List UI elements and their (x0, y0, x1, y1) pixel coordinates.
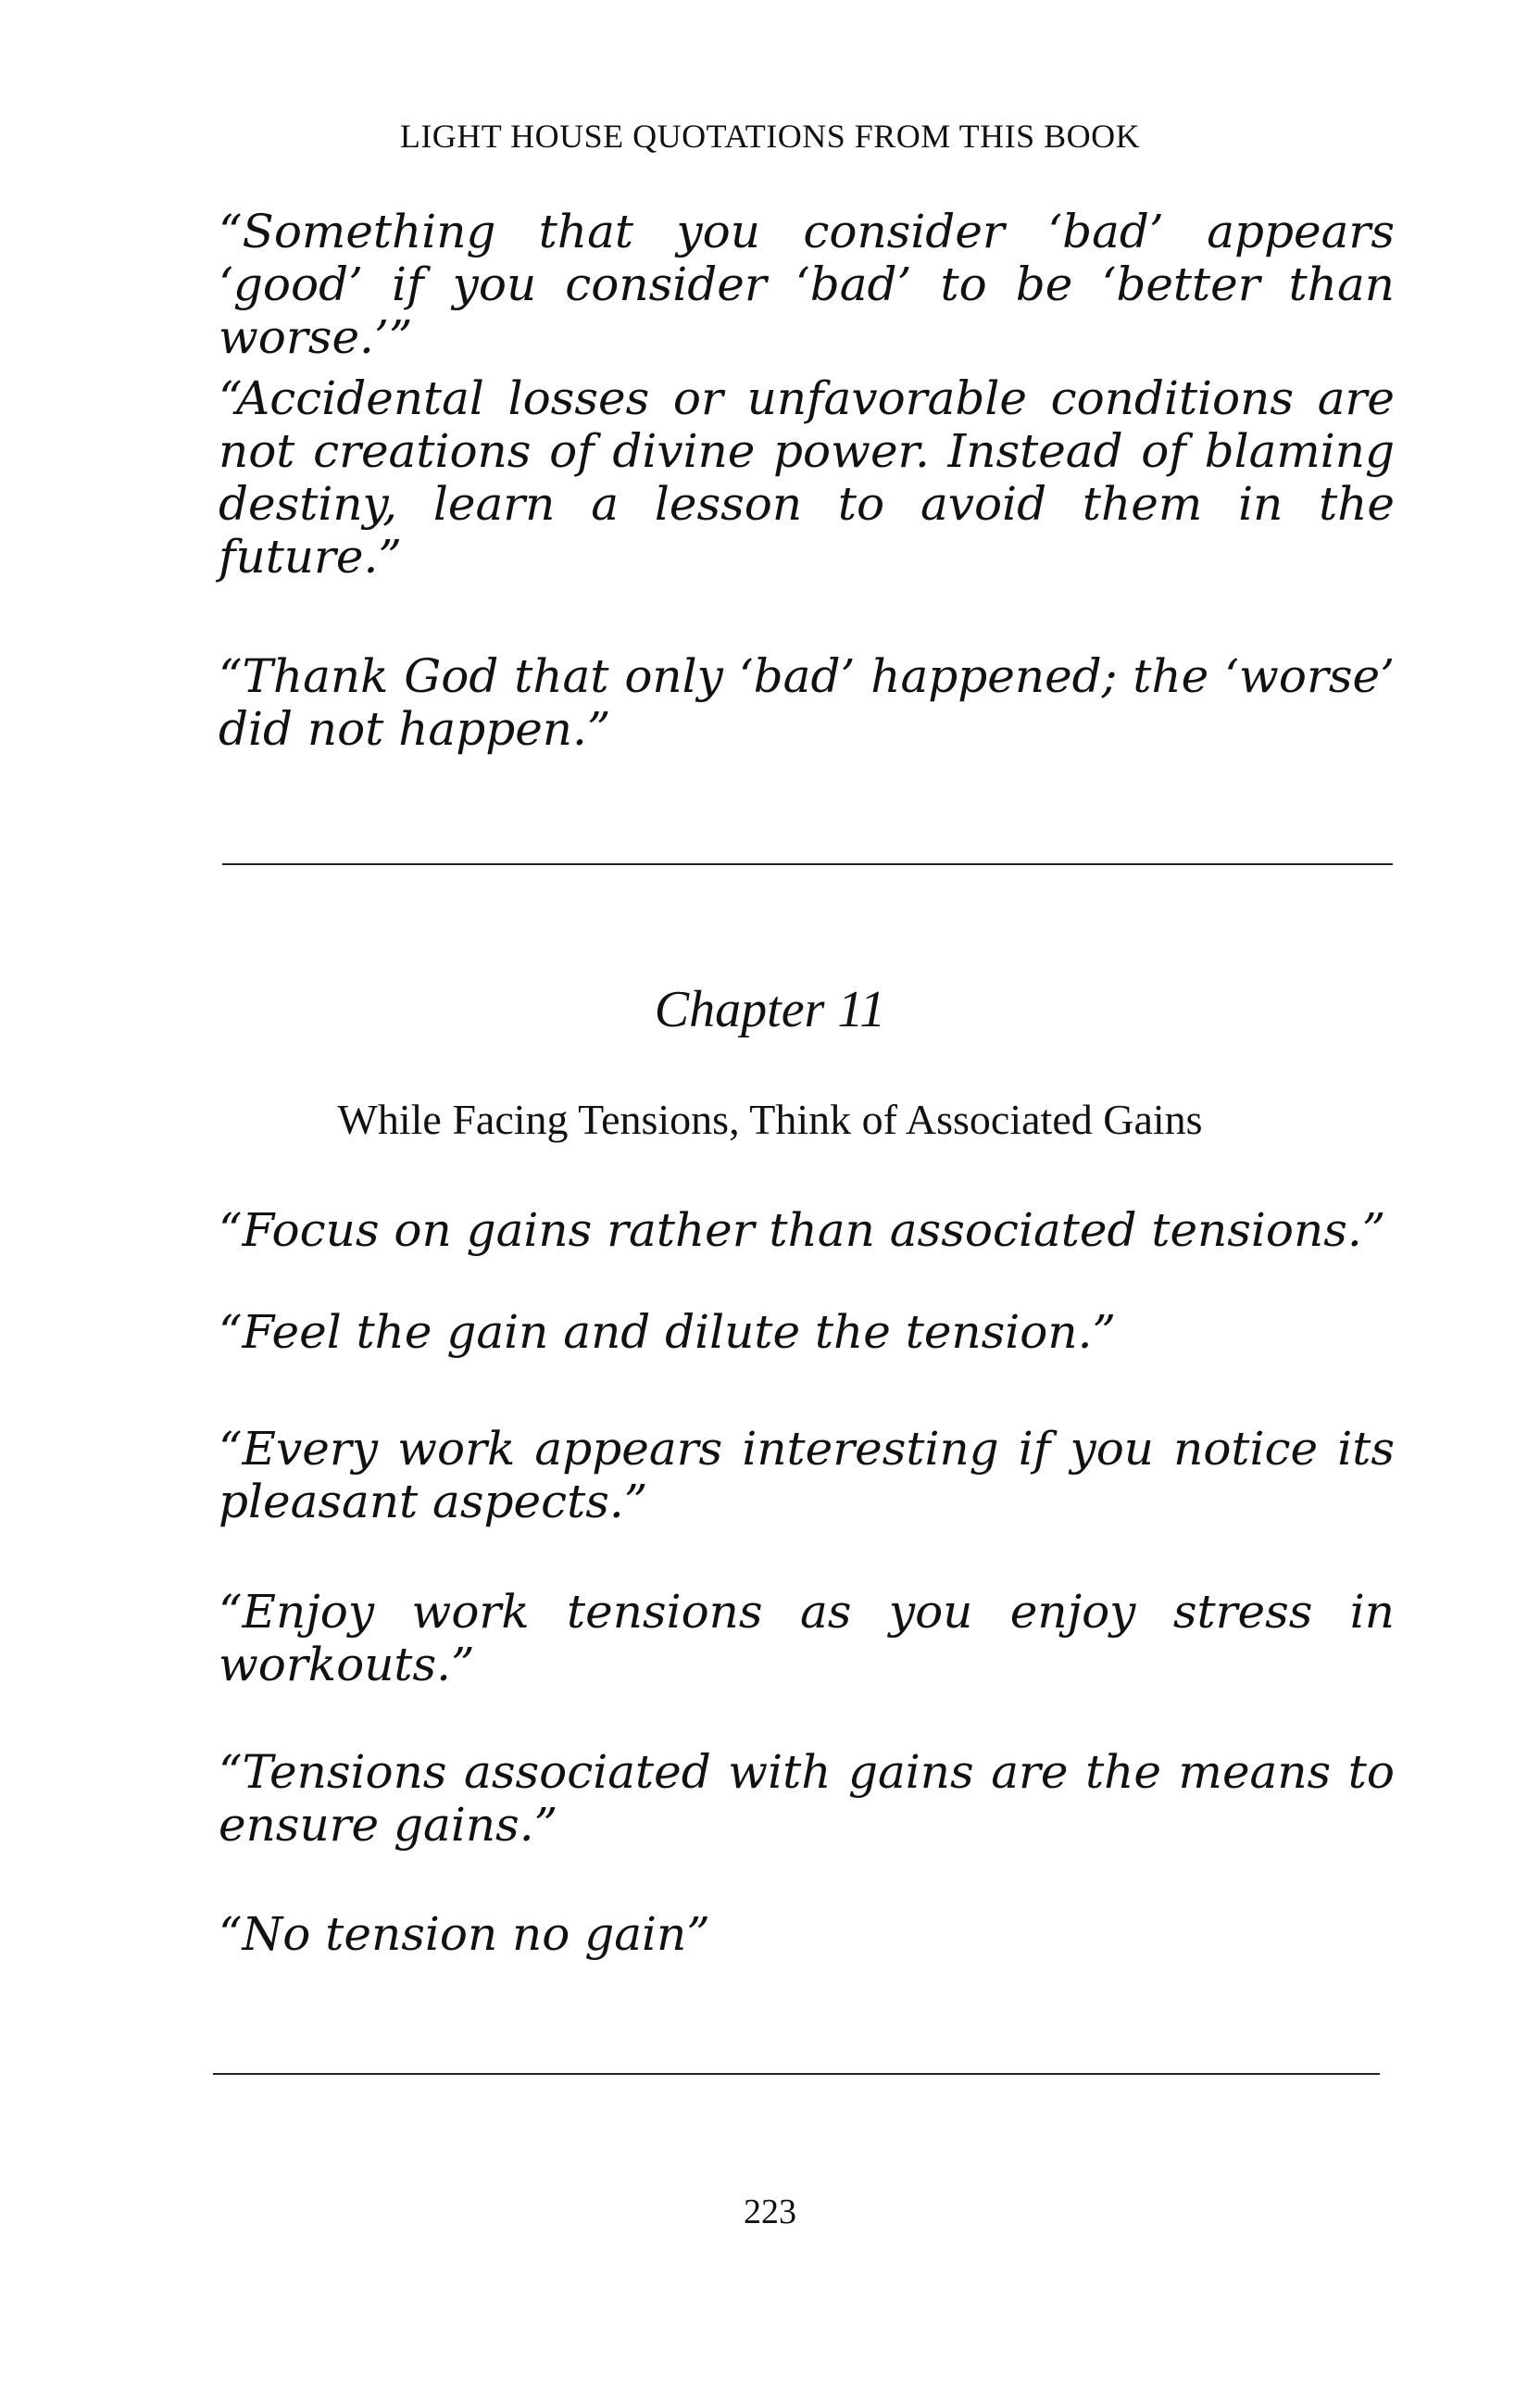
quote-every-work: “Every work appears interesting if you notice its pleasant aspects.” (219, 1422, 1395, 1528)
page-number: 223 (744, 2192, 796, 2231)
quote-no-tension-no-gain: “No tension no gain” (219, 1907, 710, 1961)
chapter-subtitle: While Facing Tensions, Think of Associated Gains (337, 1096, 1203, 1143)
quote-feel-the-gain: “Feel the gain and dilute the tension.” (219, 1305, 1117, 1359)
quote-thank-god: “Thank God that only ‘bad’ happened; the ‘worse’ did not happen.” (219, 649, 1395, 756)
quote-enjoy-work-tensions: “Enjoy work tensions as you enjoy stress in workouts.” (219, 1585, 1395, 1691)
chapter-title: Chapter 11 (654, 981, 886, 1038)
section-divider-top (222, 863, 1393, 865)
section-divider-bottom (213, 2073, 1380, 2075)
quote-focus-on-gains: “Focus on gains rather than associated tensions.” (219, 1203, 1386, 1257)
running-head: LIGHT HOUSE QUOTATIONS FROM THIS BOOK (399, 118, 1141, 155)
quote-accidental-losses: “Accidental losses or unfavorable conditions are not creations of divine power. Instead of blaming destiny, learn a lesson to avoid them in the future.” (219, 371, 1395, 584)
quote-something-bad: “Something that you consider ‘bad’ appears ‘good’ if you consider ‘bad’ to be ‘better than worse.’” (219, 205, 1395, 364)
quote-tensions-associated: “Tensions associated with gains are the means to ensure gains.” (219, 1745, 1395, 1852)
